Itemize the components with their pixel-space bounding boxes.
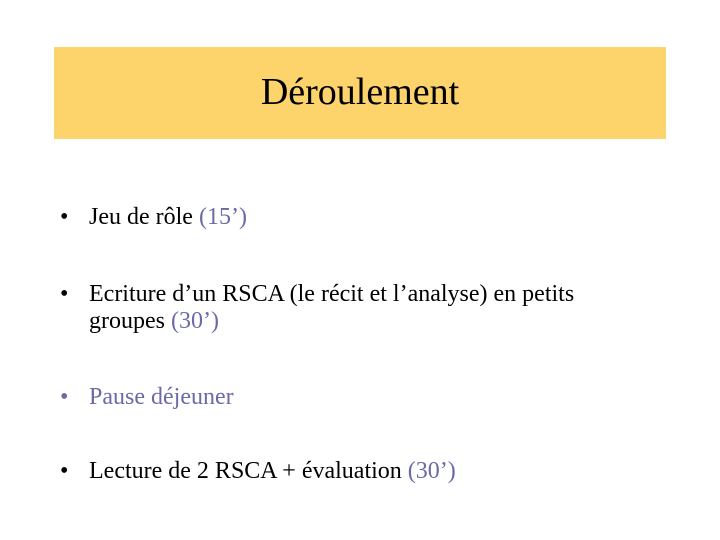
bullet-item-reading <box>60 458 650 485</box>
bullet-dot-icon: • <box>60 384 69 410</box>
slide-title: Déroulement <box>260 71 460 113</box>
bullet-item-role-play <box>60 204 650 231</box>
bullet-content <box>89 281 650 335</box>
bullet-duration: (30’) <box>407 458 456 484</box>
bullet-dot-icon: • <box>60 458 69 484</box>
bullet-item-writing <box>60 281 650 335</box>
bullet-label: Pause déjeuner <box>89 384 234 410</box>
bullet-duration: (15’) <box>198 204 247 230</box>
bullet-dot-icon: • <box>60 204 69 230</box>
bullet-content <box>89 204 650 231</box>
bullet-text: Lecture de 2 RSCA + évaluation <box>89 458 408 484</box>
bullet-duration: (30’) <box>170 308 219 334</box>
bullet-text: Jeu de rôle <box>89 204 199 230</box>
bullet-content <box>89 458 650 485</box>
bullet-dot-icon: • <box>60 281 69 307</box>
bullet-text: Ecriture d’un RSCA (le récit et l’analyse) en petits groupes <box>89 281 575 334</box>
bullet-item-lunch-break <box>60 384 650 411</box>
bullet-content <box>89 384 650 411</box>
